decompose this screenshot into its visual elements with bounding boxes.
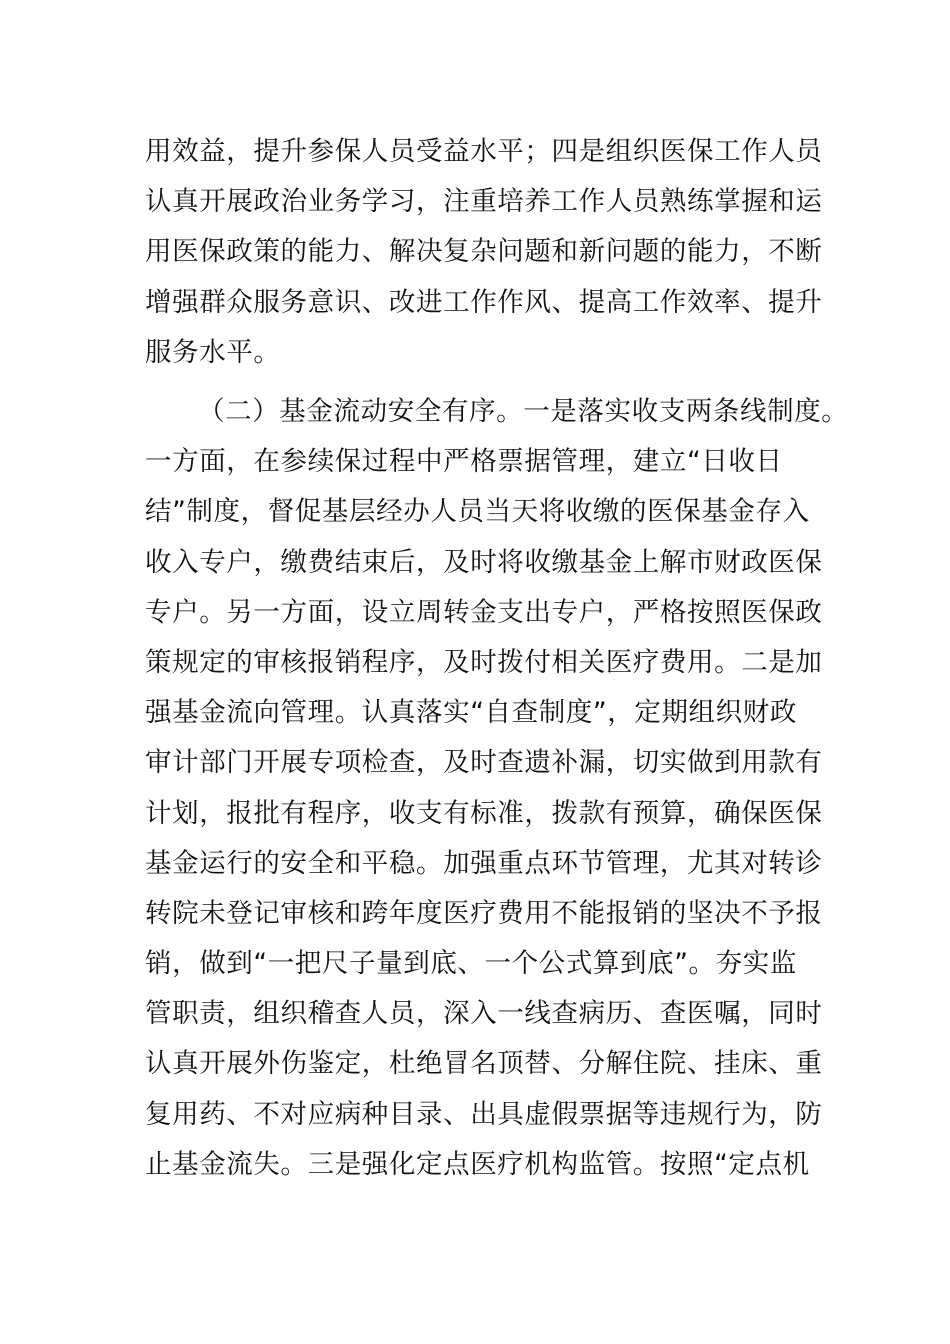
text-line: 结”制度，督促基层经办人员当天将收缴的医保基金存入: [145, 496, 810, 528]
text-line: 用医保政策的能力、解决复杂问题和新问题的能力，不断: [145, 236, 823, 268]
text-line: 基金运行的安全和平稳。加强重点环节管理，尤其对转诊: [145, 847, 823, 879]
text-line: 一方面，在参续保过程中严格票据管理，建立“日收日: [145, 446, 783, 478]
text-line: 用效益，提升参保人员受益水平；四是组织医保工作人员: [145, 136, 823, 167]
text-line: 止基金流失。三是强化定点医疗机构监管。按照“定点机: [145, 1148, 810, 1180]
text-line: 专户。另一方面，设立周转金支出专户，严格按照医保政: [145, 596, 823, 628]
text-line: 收入专户，缴费结束后，及时将收缴基金上解市财政医保: [145, 546, 823, 578]
text-line: 增强群众服务意识、改进工作作风、提高工作效率、提升: [145, 286, 823, 318]
text-line: 强基金流向管理。认真落实“自查制度”，定期组织财政: [145, 697, 797, 729]
text-line: 管职责，组织稽查人员，深入一线查病历、查医嘱，同时: [145, 998, 823, 1030]
text-line: 审计部门开展专项检查，及时查遗补漏，切实做到用款有: [145, 747, 823, 779]
text-line: 转院未登记审核和跨年度医疗费用不能报销的坚决不予报: [145, 897, 823, 929]
text-line: 策规定的审核报销程序，及时拨付相关医疗费用。二是加: [145, 646, 823, 678]
text-line: 复用药、不对应病种目录、出具虚假票据等违规行为，防: [145, 1098, 823, 1130]
paragraph-continued: [145, 127, 823, 378]
paragraph-fund-flow: [145, 387, 849, 1190]
text-line: 认真开展政治业务学习，注重培养工作人员熟练掌握和运: [145, 186, 823, 218]
text-line: 计划，报批有程序，收支有标准，拨款有预算，确保医保: [145, 797, 823, 829]
text-line-heading: （二）基金流动安全有序。一是落实收支两条线制度。: [198, 396, 849, 427]
text-line: 服务水平。: [145, 336, 281, 368]
text-line: 销，做到“一把尺子量到底、一个公式算到底”。夯实监: [145, 948, 797, 980]
text-line: 认真开展外伤鉴定，杜绝冒名顶替、分解住院、挂床、重: [145, 1048, 823, 1080]
